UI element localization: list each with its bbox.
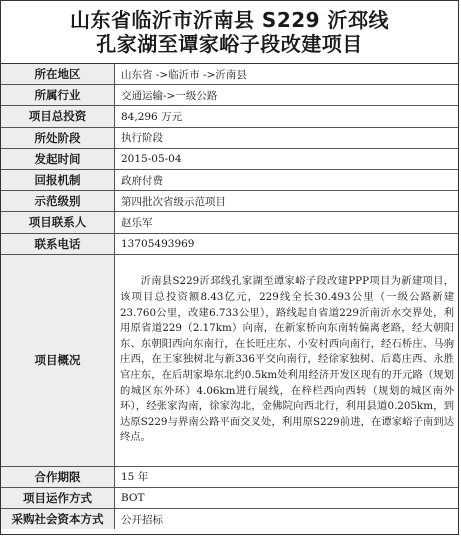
field-label-region: 所在地区 [1,64,115,85]
field-value-demo-level: 第四批次省级示范项目 [115,191,459,212]
table-row [1,169,458,190]
title-line-2: 孔家湖至谭家峪子段改建项目 [96,32,363,56]
table-row [1,64,458,85]
table-row [1,254,458,466]
field-value-operation-mode: BOT [115,487,459,508]
field-label-industry: 所属行业 [1,85,115,106]
table-row [1,509,458,530]
table-row [1,466,458,487]
table-row [1,191,458,212]
field-label-overview: 项目概况 [1,254,115,466]
table-row [1,233,458,254]
table-row [1,148,458,169]
field-label-operation-mode: 项目运作方式 [1,487,115,508]
table-row [1,487,458,508]
table-row [1,212,458,233]
field-value-total-investment: 84,296 万元 [115,106,459,127]
field-value-overview: 沂南县S229沂邳线孔家湖至谭家峪子段改建PPP项目为新建项目，该项目总投资额8.43亿元，229线全长30.493公里（一级公路新建23.760公里，改建6.733公里），路线起自省道229沂南沂水交界处，利用原省道229（2.17km）向南，在新家桥向东南转偏离老路，经大朝阳东、东朝阳西向东南行，在长旺庄东、小安村西向南行，经石桥庄、马驹庄西，在王家独树北与新336平交向南行，经徐家独树、后葛庄西、永胜官庄东，在后胡家埠东北约0.5km处利用经济开发区现有的开元路（规划的城区东外环）4.06km进行展线，在梓栏西向西转（规划的城区南外环），经张家沟南，徐家沟北，金佛院向西北行，利用县道0.205km，到达原S229与界南公路平面交叉处，利用原S229前进，在谭家峪子南到达终点。 [115,254,459,466]
field-value-procurement-method: 公开招标 [121,513,163,526]
field-value-phone: 13705493969 [115,233,459,254]
field-label-total-investment: 项目总投资 [1,106,115,127]
table-row [1,85,458,106]
title-line-1: 山东省临沂市沂南县 S229 沂邳线 [69,8,390,32]
document-title [1,1,458,64]
field-label-phone: 联系电话 [1,233,115,254]
table-row [1,127,458,148]
field-label-launch-date: 发起时间 [1,148,115,169]
field-label-stage: 所处阶段 [1,127,115,148]
project-info-table [1,64,458,529]
table-row [1,106,458,127]
field-value-contact-person: 赵乐军 [115,212,459,233]
field-label-contact-person: 项目联系人 [1,212,115,233]
field-label-cooperation-period: 合作期限 [1,466,115,487]
field-value-region: 山东省 ->临沂市 ->沂南县 [115,64,459,85]
field-label-procurement-method: 采购社会资本方式 [1,509,115,530]
field-label-return-mechanism: 回报机制 [1,169,115,190]
field-value-stage: 执行阶段 [115,127,459,148]
field-value-cooperation-period: 15 年 [115,466,459,487]
field-value-launch-date: 2015-05-04 [115,148,459,169]
field-label-demo-level: 示范级别 [1,191,115,212]
field-value-industry: 交通运输->一级公路 [115,85,459,106]
field-value-return-mechanism: 政府付费 [115,169,459,190]
